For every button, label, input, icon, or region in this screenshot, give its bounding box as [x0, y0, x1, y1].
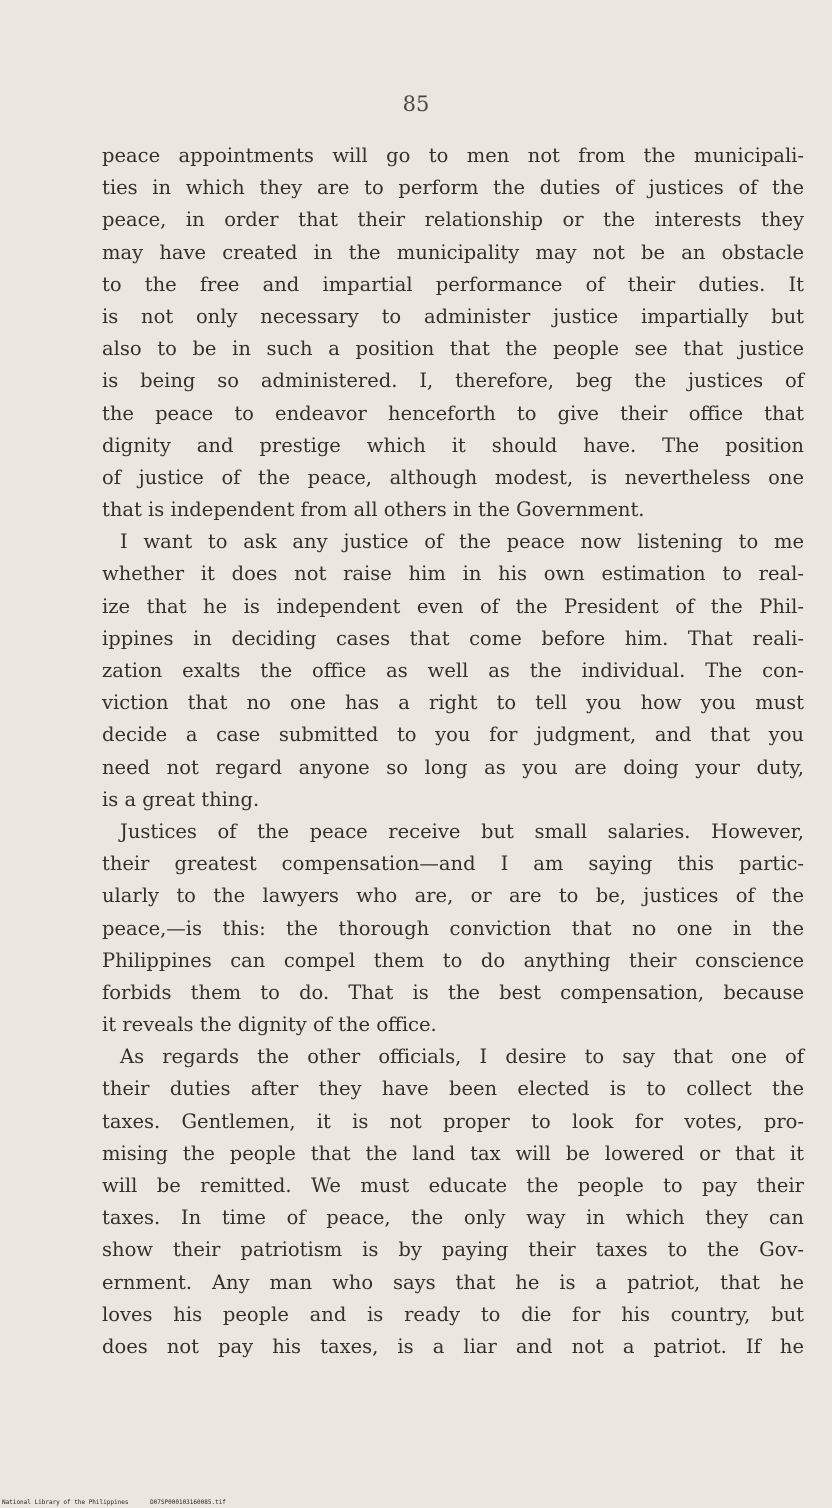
text-line: peace, in order that their relationship or the interests they — [102, 208, 804, 232]
text-line: ippines in deciding cases that come before him. That reali- — [102, 626, 804, 650]
text-line: will be remitted. We must educate the people to pay their — [102, 1174, 804, 1197]
text-line: that is independent from all others in the Government. — [102, 498, 645, 522]
text-line: Philippines can compel them to do anything their conscience — [102, 948, 804, 972]
footer-library: National Library of the Philippines — [2, 1499, 129, 1506]
text-line: their greatest compensation—and I am saying this partic- — [102, 852, 804, 876]
text-line: As regards the other officials, I desire to say that one of — [120, 1045, 804, 1069]
text-line: dignity and prestige which it should have. The position — [102, 433, 804, 457]
text-line: is being so administered. I, therefore, beg the justices of — [102, 369, 804, 393]
text-line: taxes. In time of peace, the only way in which they can — [102, 1206, 804, 1230]
text-line: decide a case submitted to you for judgment, and that you — [102, 723, 804, 747]
text-line: ties in which they are to perform the duties of justices of the — [102, 176, 804, 200]
scan-footer — [2, 1499, 244, 1506]
text-line: viction that no one has a right to tell you how you must — [102, 691, 804, 715]
text-line: I want to ask any justice of the peace now listening to me — [120, 530, 804, 554]
text-line: may have created in the municipality may not be an obstacle — [102, 240, 804, 264]
text-line: is not only necessary to administer justice impartially but — [102, 304, 804, 328]
body-text — [102, 140, 804, 1363]
text-line: to the free and impartial performance of their duties. It — [102, 272, 804, 296]
footer-filename: D07SP000103160085.tif — [150, 1499, 226, 1506]
text-line: zation exalts the office as well as the individual. The con- — [102, 659, 804, 682]
text-line: peace,—is this: the thorough conviction that no one in the — [102, 916, 804, 940]
text-line: their duties after they have been elected is to collect the — [102, 1077, 804, 1101]
text-line: peace appointments will go to men not from the municipali- — [102, 144, 804, 167]
text-line: need not regard anyone so long as you are doing your duty, — [102, 755, 804, 779]
text-line: mising the people that the land tax will be lowered or that it — [102, 1141, 804, 1165]
text-line: is a great thing. — [102, 787, 260, 811]
text-line: show their patriotism is by paying their taxes to the Gov- — [102, 1238, 804, 1262]
text-line: whether it does not raise him in his own estimation to real- — [102, 562, 804, 586]
text-line: of justice of the peace, although modest, is nevertheless one — [102, 465, 804, 489]
text-line: ularly to the lawyers who are, or are to be, justices of the — [102, 884, 804, 908]
page-number: 85 — [402, 92, 430, 116]
text-line: does not pay his taxes, is a liar and not a patriot. If he — [102, 1334, 804, 1358]
text-line: it reveals the dignity of the office. — [102, 1013, 437, 1037]
text-line: Justices of the peace receive but small salaries. However, — [120, 819, 804, 843]
text-line: loves his people and is ready to die for his country, but — [102, 1302, 804, 1326]
text-line: taxes. Gentlemen, it is not proper to look for votes, pro- — [102, 1109, 804, 1133]
text-line: the peace to endeavor henceforth to give their office that — [102, 401, 804, 425]
text-line: also to be in such a position that the people see that justice — [102, 337, 804, 361]
text-line: ize that he is independent even of the President of the Phil- — [102, 594, 804, 618]
text-line: forbids them to do. That is the best compensation, because — [102, 980, 804, 1004]
text-line: ernment. Any man who says that he is a patriot, that he — [102, 1270, 804, 1294]
